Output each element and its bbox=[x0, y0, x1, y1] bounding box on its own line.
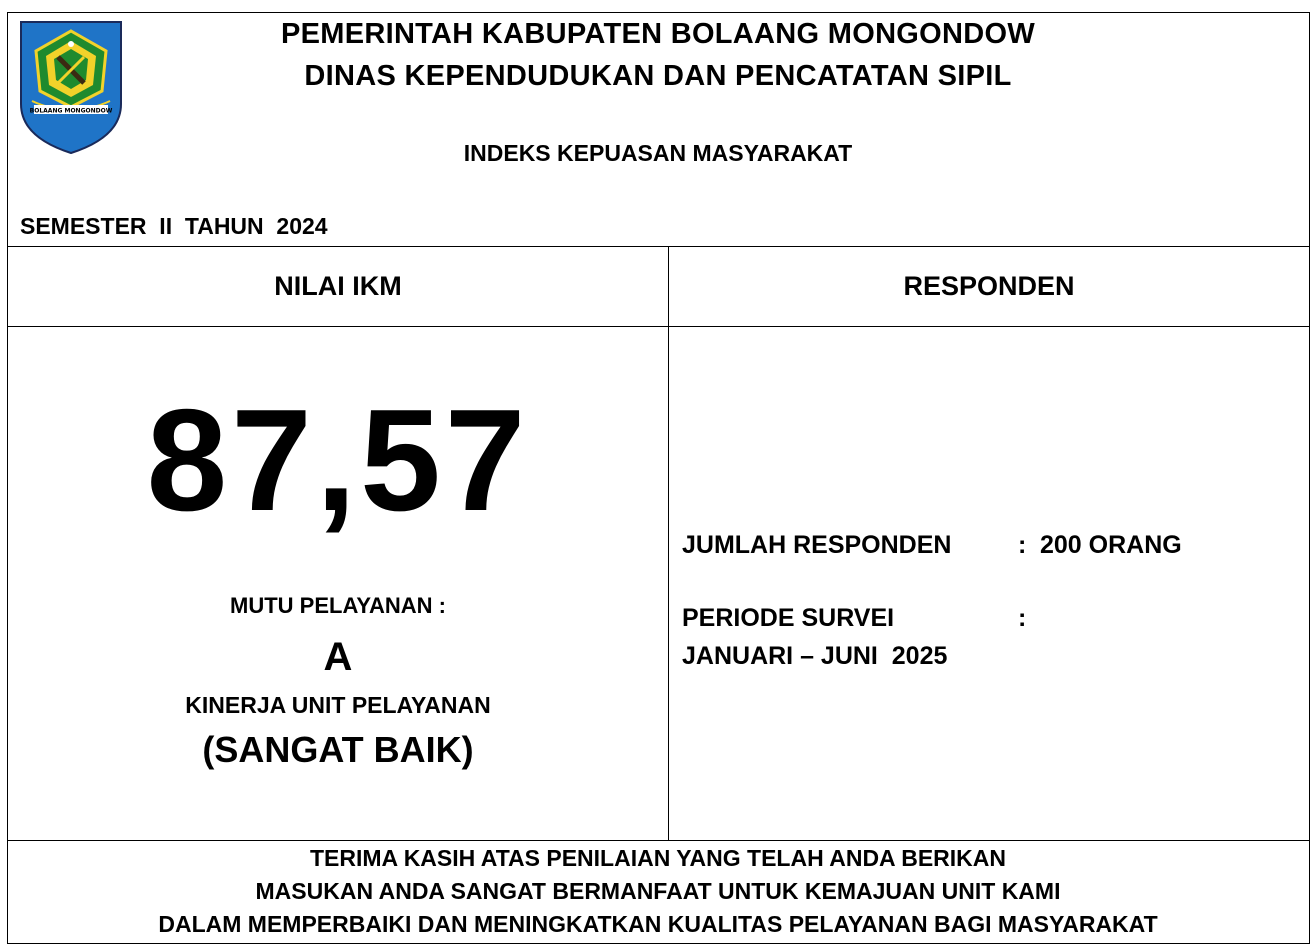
agency-line-1: PEMERINTAH KABUPATEN BOLAANG MONGONDOW bbox=[280, 18, 1036, 50]
survey-period-label: PERIODE SURVEI bbox=[682, 604, 895, 632]
divider-column-heads bbox=[7, 326, 1310, 327]
ikm-score: 87,57 bbox=[146, 379, 530, 541]
responden-heading: RESPONDEN bbox=[903, 271, 1075, 301]
divider-footer bbox=[7, 840, 1310, 841]
respondent-count-value: 200 ORANG bbox=[1040, 531, 1182, 559]
document-title: INDEKS KEPUASAN MASYARAKAT bbox=[463, 140, 853, 166]
respondent-count-label: JUMLAH RESPONDEN bbox=[682, 531, 952, 559]
nilai-ikm-heading: NILAI IKM bbox=[274, 271, 402, 301]
footer-line-1: TERIMA KASIH ATAS PENILAIAN YANG TELAH ANDA BERIKAN bbox=[310, 845, 1006, 871]
footer-line-3: DALAM MEMPERBAIKI DAN MENINGKATKAN KUALITAS PELAYANAN BAGI MASYARAKAT bbox=[158, 911, 1158, 937]
mutu-pelayanan-label: MUTU PELAYANAN : bbox=[230, 593, 446, 618]
respondent-count-colon: : bbox=[1018, 531, 1027, 559]
divider-header bbox=[7, 246, 1310, 247]
agency-line-2: DINAS KEPENDUDUKAN DAN PENCATATAN SIPIL bbox=[304, 60, 1012, 92]
mutu-pelayanan-grade: A bbox=[323, 635, 353, 679]
divider-columns bbox=[668, 246, 669, 840]
footer-line-2: MASUKAN ANDA SANGAT BERMANFAAT UNTUK KEMAJUAN UNIT KAMI bbox=[255, 878, 1061, 904]
survey-period-colon: : bbox=[1018, 604, 1027, 632]
svg-text:BOLAANG MONGONDOW: BOLAANG MONGONDOW bbox=[29, 107, 113, 115]
kinerja-value: (SANGAT BAIK) bbox=[202, 729, 474, 770]
survey-period-value: JANUARI – JUNI 2025 bbox=[682, 642, 948, 670]
semester-label: SEMESTER II TAHUN 2024 bbox=[20, 213, 328, 239]
kinerja-label: KINERJA UNIT PELAYANAN bbox=[185, 692, 491, 718]
